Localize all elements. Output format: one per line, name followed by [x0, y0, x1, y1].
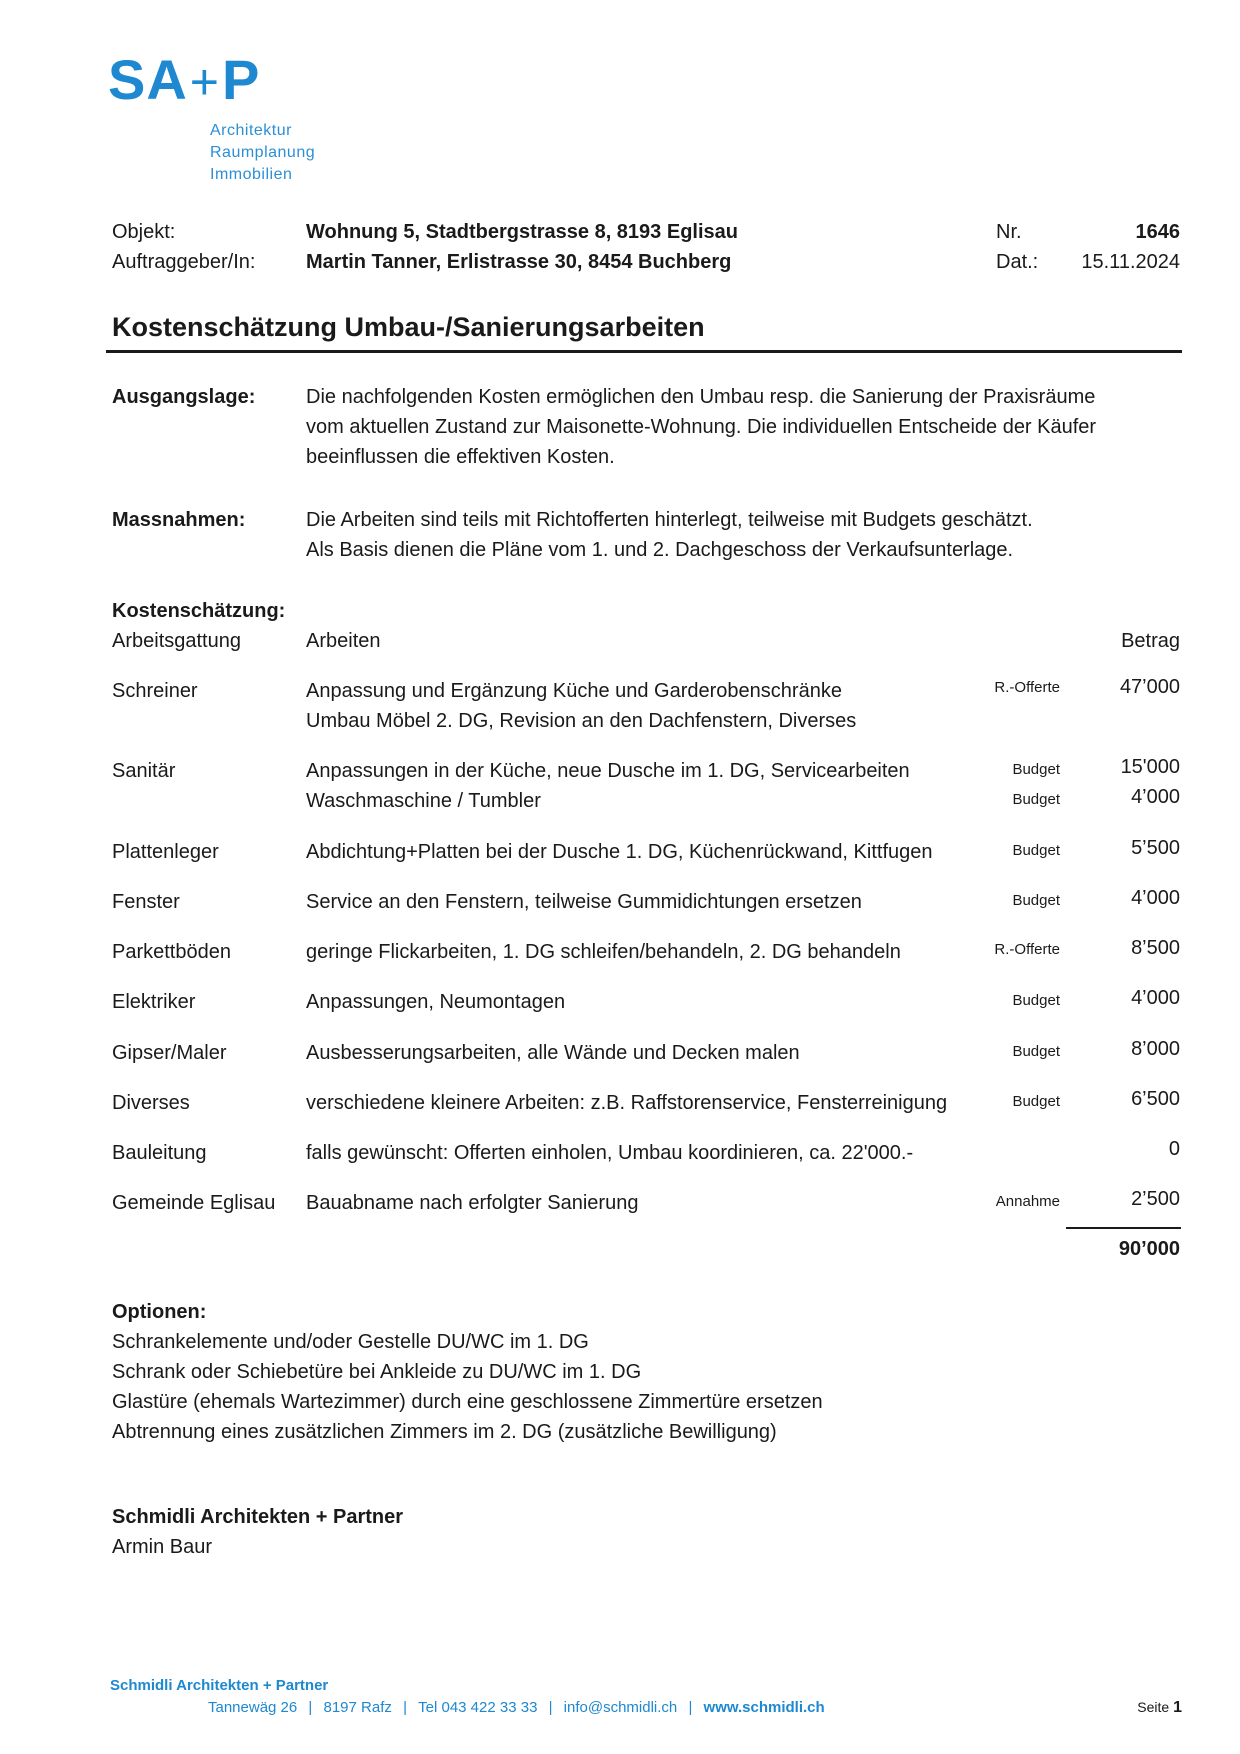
row-gattung: Plattenleger — [112, 841, 219, 863]
row-tag: Budget — [1012, 892, 1060, 909]
total-amount: 90’000 — [1118, 1238, 1180, 1260]
row-arbeiten: Anpassungen in der Küche, neue Dusche im 1. DG, Servicearbeiten — [306, 760, 910, 782]
page-number — [1100, 1699, 1182, 1717]
logo-line-architektur: Architektur — [210, 122, 292, 139]
option-item: Glastüre (ehemals Wartezimmer) durch eine geschlossene Zimmertüre ersetzen — [112, 1391, 823, 1413]
dat-label: Dat.: — [996, 251, 1039, 273]
massnahmen-line: Die Arbeiten sind teils mit Richtofferten hinterlegt, teilweise mit Budgets geschätzt. — [306, 509, 1033, 531]
row-gattung: Schreiner — [112, 680, 198, 702]
ausgangslage-line: vom aktuellen Zustand zur Maisonette-Wohnung. Die individuellen Entscheide der Käufer — [306, 416, 1097, 438]
document-title: Kostenschätzung Umbau-/Sanierungsarbeiten — [112, 312, 705, 342]
row-tag: Budget — [1012, 1043, 1060, 1060]
row-betrag: 15'000 — [1120, 756, 1180, 778]
row-tag: Budget — [1012, 791, 1060, 808]
footer-tel: Tel 043 422 33 33 — [418, 1699, 538, 1716]
ausgangslage-line: beeinflussen die effektiven Kosten. — [306, 446, 615, 468]
row-betrag: 4’000 — [1131, 786, 1180, 808]
row-gattung: Gipser/Maler — [112, 1042, 227, 1064]
row-tag: R.-Offerte — [994, 679, 1060, 696]
row-tag: Budget — [1012, 842, 1060, 859]
row-betrag: 4’000 — [1131, 887, 1180, 909]
footer-separator: | — [403, 1699, 407, 1716]
row-tag: Annahme — [995, 1193, 1060, 1210]
footer-separator: | — [548, 1699, 553, 1716]
massnahmen-label: Massnahmen: — [112, 509, 246, 531]
kosten-label: Kostenschätzung: — [112, 600, 286, 622]
row-betrag: 5’500 — [1131, 837, 1180, 859]
row-tag: Budget — [1012, 992, 1060, 1009]
auftraggeber-value: Martin Tanner, Erlistrasse 30, 8454 Buchberg — [306, 251, 732, 273]
company-logo — [108, 48, 261, 111]
row-gattung: Gemeinde Eglisau — [112, 1192, 276, 1214]
total-rule — [1066, 1227, 1181, 1229]
logo-line-immobilien: Immobilien — [210, 166, 293, 183]
signature-person: Armin Baur — [112, 1536, 213, 1558]
objekt-label: Objekt: — [112, 221, 176, 243]
row-gattung: Elektriker — [112, 991, 196, 1013]
row-arbeiten: Umbau Möbel 2. DG, Revision an den Dachfenstern, Diverses — [306, 710, 857, 732]
col-header-gattung: Arbeitsgattung — [112, 630, 241, 652]
optionen-label: Optionen: — [112, 1301, 207, 1323]
row-arbeiten: Service an den Fenstern, teilweise Gummidichtungen ersetzen — [306, 891, 862, 913]
row-betrag: 4’000 — [1131, 987, 1180, 1009]
row-arbeiten: falls gewünscht: Offerten einholen, Umbau koordinieren, ca. 22'000.- — [306, 1142, 914, 1164]
page-value: 1 — [1173, 1699, 1182, 1716]
row-betrag: 8’500 — [1131, 937, 1180, 959]
row-betrag: 8’000 — [1131, 1038, 1180, 1060]
page-label: Seite — [1137, 1699, 1170, 1715]
row-betrag: 0 — [1168, 1138, 1180, 1160]
option-item: Schrank oder Schiebetüre bei Ankleide zu DU/WC im 1. DG — [112, 1361, 642, 1383]
row-arbeiten: geringe Flickarbeiten, 1. DG schleifen/behandeln, 2. DG behandeln — [306, 941, 901, 963]
massnahmen-line: Als Basis dienen die Pläne vom 1. und 2. Dachgeschoss der Verkaufsunterlage. — [306, 539, 1014, 561]
row-arbeiten: Anpassung und Ergänzung Küche und Garderobenschränke — [306, 680, 842, 702]
row-tag: Budget — [1012, 1093, 1060, 1110]
title-underline — [106, 350, 1182, 353]
option-item: Schrankelemente und/oder Gestelle DU/WC im 1. DG — [112, 1331, 589, 1353]
row-gattung: Sanitär — [112, 760, 176, 782]
row-gattung: Bauleitung — [112, 1142, 207, 1164]
footer-city: 8197 Rafz — [323, 1699, 392, 1716]
row-arbeiten: Abdichtung+Platten bei der Dusche 1. DG, Küchenrückwand, Kittfugen — [306, 841, 933, 863]
footer-contact — [208, 1699, 825, 1716]
row-arbeiten: Ausbesserungsarbeiten, alle Wände und Decken malen — [306, 1042, 800, 1064]
footer-separator: | — [308, 1699, 313, 1716]
row-tag: R.-Offerte — [994, 941, 1060, 958]
row-arbeiten: Waschmaschine / Tumbler — [306, 790, 541, 812]
logo-mark-left: SA — [108, 48, 188, 111]
row-arbeiten: Anpassungen, Neumontagen — [306, 991, 566, 1013]
objekt-value: Wohnung 5, Stadtbergstrasse 8, 8193 Eglisau — [306, 221, 738, 243]
row-gattung: Diverses — [112, 1092, 190, 1114]
col-header-betrag: Betrag — [1121, 630, 1180, 652]
col-header-arbeiten: Arbeiten — [306, 630, 381, 652]
logo-mark-right: P — [222, 48, 261, 111]
option-item: Abtrennung eines zusätzlichen Zimmers im 2. DG (zusätzliche Bewilligung) — [112, 1421, 777, 1443]
nr-value: 1646 — [1135, 221, 1180, 243]
signature-firm: Schmidli Architekten + Partner — [112, 1506, 404, 1528]
row-arbeiten: Bauabname nach erfolgter Sanierung — [306, 1192, 639, 1214]
row-gattung: Fenster — [112, 891, 180, 913]
nr-label: Nr. — [996, 221, 1022, 243]
ausgangslage-label: Ausgangslage: — [112, 386, 256, 408]
auftraggeber-label: Auftraggeber/In: — [112, 251, 256, 273]
logo-mark-plus: + — [189, 54, 220, 110]
footer-email-link[interactable]: info@schmidli.ch — [563, 1699, 678, 1716]
footer-web-link[interactable]: www.schmidli.ch — [703, 1699, 825, 1716]
ausgangslage-line: Die nachfolgenden Kosten ermöglichen den Umbau resp. die Sanierung der Praxisräume — [306, 386, 1096, 408]
row-gattung: Parkettböden — [112, 941, 231, 963]
footer-firm: Schmidli Architekten + Partner — [110, 1677, 329, 1694]
row-betrag: 47’000 — [1119, 676, 1180, 698]
footer-address: Tannewäg 26 — [208, 1699, 298, 1716]
row-arbeiten: verschiedene kleinere Arbeiten: z.B. Raffstorenservice, Fensterreinigung — [306, 1092, 948, 1114]
row-betrag: 6’500 — [1131, 1088, 1180, 1110]
logo-line-raumplanung: Raumplanung — [210, 144, 316, 161]
dat-value: 15.11.2024 — [1081, 251, 1180, 273]
footer-separator: | — [688, 1699, 693, 1716]
row-tag: Budget — [1012, 761, 1060, 778]
row-betrag: 2’500 — [1131, 1188, 1180, 1210]
